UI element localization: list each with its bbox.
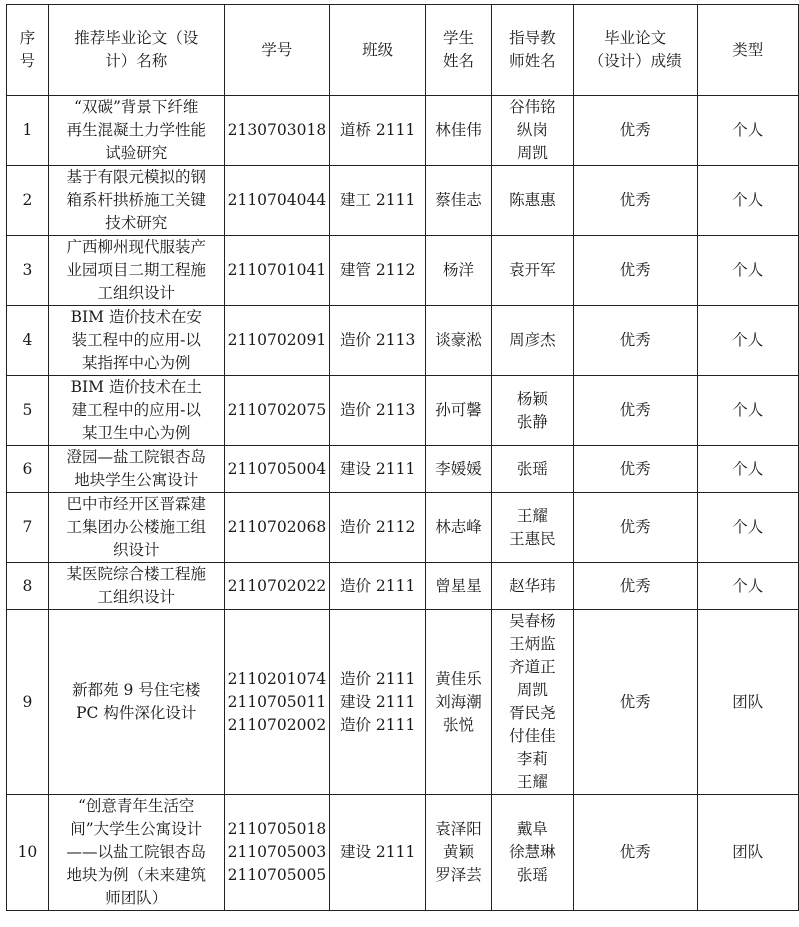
- cell-line: 林佳伟: [435, 121, 482, 139]
- cell-grade: 优秀: [573, 493, 697, 563]
- cell-line: 建工程中的应用-以: [71, 401, 201, 419]
- cell-line: 张悦: [443, 715, 475, 734]
- cell-line: 计）名称: [105, 52, 168, 70]
- cell-line: 技术研究: [105, 214, 168, 232]
- cell-line: 织设计: [112, 541, 160, 559]
- cell-line: 间”大学生公寓设计: [70, 820, 203, 838]
- cell-seq: 10: [7, 795, 49, 911]
- cell-title: [48, 493, 224, 563]
- cell-student-name: [426, 446, 492, 493]
- header-type: [697, 5, 798, 96]
- cell-line: 广西柳州现代服装产: [66, 238, 206, 256]
- table-row: [7, 236, 799, 306]
- cell-line: 某医院综合楼工程施: [66, 565, 206, 583]
- cell-line: 地块为例（未来建筑: [66, 866, 206, 884]
- cell-grade: 优秀: [573, 795, 697, 911]
- cell-type: 个人: [697, 96, 798, 166]
- cell-advisor: [491, 563, 573, 610]
- cell-title: [48, 306, 224, 376]
- header-class: [330, 5, 426, 96]
- cell-line: 建设 2111: [339, 843, 416, 861]
- cell-line: 戴阜: [516, 820, 548, 838]
- cell-line: ——以盐工院银杏岛: [66, 843, 206, 861]
- cell-line: 建设 2111: [339, 692, 416, 711]
- cell-line: （设计）成绩: [588, 52, 682, 70]
- table-row: [7, 166, 799, 236]
- header-student-name: [426, 5, 492, 96]
- cell-student-name: [426, 493, 492, 563]
- cell-advisor: [491, 376, 573, 446]
- cell-seq: 1: [7, 96, 49, 166]
- cell-grade: 优秀: [573, 306, 697, 376]
- table-row: [7, 446, 799, 493]
- cell-class: [330, 236, 426, 306]
- cell-advisor: [491, 610, 573, 795]
- cell-type: 个人: [697, 236, 798, 306]
- cell-title: [48, 236, 224, 306]
- cell-line: 工集团办公楼施工组: [66, 518, 206, 536]
- cell-seq: 9: [7, 610, 49, 795]
- cell-line: 2110704044: [227, 191, 327, 209]
- cell-student-id: [224, 795, 330, 911]
- cell-seq: 7: [7, 493, 49, 563]
- cell-title: [48, 795, 224, 911]
- cell-seq: 4: [7, 306, 49, 376]
- cell-class: [330, 610, 426, 795]
- cell-advisor: [491, 446, 573, 493]
- table-row: [7, 563, 799, 610]
- cell-line: 王耀: [516, 773, 548, 791]
- header-student-id: [224, 5, 330, 96]
- cell-line: 造价 2113: [339, 401, 416, 419]
- cell-grade: 优秀: [573, 563, 697, 610]
- cell-line: PC 构件深化设计: [76, 704, 197, 722]
- cell-line: 胥民尧: [509, 704, 556, 722]
- cell-line: 工组织设计: [97, 284, 175, 302]
- cell-class: [330, 493, 426, 563]
- cell-line: 基于有限元模拟的钢: [66, 168, 206, 186]
- cell-class: [330, 795, 426, 911]
- cell-type: 个人: [697, 563, 798, 610]
- cell-line: 王惠民: [509, 529, 556, 548]
- cell-seq: 5: [7, 376, 49, 446]
- cell-line: 造价 2111: [339, 576, 416, 595]
- table-row: [7, 610, 799, 795]
- cell-advisor: [491, 493, 573, 563]
- cell-line: 王耀: [516, 506, 548, 525]
- table-row: [7, 96, 799, 166]
- cell-type: 个人: [697, 306, 798, 376]
- cell-line: 周凯: [516, 681, 548, 699]
- cell-class: [330, 306, 426, 376]
- cell-line: 陈惠惠: [509, 191, 556, 209]
- header-row: [7, 5, 799, 96]
- cell-student-name: [426, 96, 492, 166]
- cell-advisor: [491, 236, 573, 306]
- cell-line: 周凯: [516, 144, 548, 162]
- cell-seq: 6: [7, 446, 49, 493]
- cell-line: 装工程中的应用-以: [71, 331, 201, 349]
- cell-title: [48, 563, 224, 610]
- header-seq: [7, 5, 49, 96]
- cell-line: 业园项目二期工程施: [66, 261, 206, 279]
- cell-line: 道桥 2111: [339, 121, 416, 139]
- cell-line: 造价 2113: [339, 331, 416, 349]
- cell-line: 2110705005: [227, 866, 327, 884]
- cell-line: 2110702002: [227, 715, 327, 734]
- cell-line: 孙可馨: [435, 401, 482, 419]
- cell-student-id: [224, 166, 330, 236]
- cell-line: 张瑶: [516, 459, 548, 478]
- cell-type: 个人: [697, 166, 798, 236]
- cell-title: [48, 376, 224, 446]
- cell-class: [330, 96, 426, 166]
- cell-class: [330, 166, 426, 236]
- cell-class: [330, 563, 426, 610]
- cell-line: 再生混凝土力学性能: [66, 121, 206, 139]
- cell-type: 团队: [697, 610, 798, 795]
- cell-line: 罗泽芸: [435, 866, 482, 884]
- cell-line: 新都苑 9 号住宅楼: [72, 681, 201, 699]
- cell-line: 2110701041: [227, 261, 327, 279]
- cell-line: 2110702075: [227, 401, 327, 419]
- cell-line: 张瑶: [516, 866, 548, 884]
- cell-line: “双碳”背景下纤维: [74, 98, 199, 116]
- cell-seq: 8: [7, 563, 49, 610]
- cell-line: 2110705011: [227, 692, 327, 711]
- cell-line: 徐慧琳: [509, 843, 556, 861]
- header-title: [48, 5, 224, 96]
- table-row: [7, 795, 799, 911]
- cell-line: 杨洋: [443, 261, 475, 279]
- table-row: [7, 376, 799, 446]
- cell-grade: 优秀: [573, 236, 697, 306]
- cell-line: 序: [19, 29, 36, 47]
- cell-line: 蔡佳志: [435, 191, 482, 209]
- table-row: [7, 493, 799, 563]
- table-row: [7, 306, 799, 376]
- cell-line: 建设 2111: [339, 459, 416, 478]
- cell-student-name: [426, 563, 492, 610]
- cell-line: 2110702091: [227, 331, 327, 349]
- cell-line: 李媛媛: [435, 459, 482, 478]
- cell-student-id: [224, 306, 330, 376]
- cell-seq: 2: [7, 166, 49, 236]
- cell-line: 赵华玮: [509, 576, 556, 595]
- cell-line: 付佳佳: [509, 727, 556, 745]
- cell-line: 指导教: [509, 29, 556, 47]
- cell-line: 某卫生中心为例: [81, 424, 191, 442]
- header-advisor: [491, 5, 573, 96]
- cell-student-name: [426, 306, 492, 376]
- cell-line: 箱系杆拱桥施工关键: [66, 191, 206, 209]
- cell-line: 刘海潮: [435, 692, 482, 711]
- cell-line: 2110201074: [227, 669, 327, 688]
- cell-grade: 优秀: [573, 96, 697, 166]
- cell-line: 谈豪淞: [435, 331, 482, 349]
- cell-grade: 优秀: [573, 610, 697, 795]
- cell-advisor: [491, 306, 573, 376]
- cell-student-id: [224, 236, 330, 306]
- cell-line: 2110702022: [227, 576, 327, 595]
- cell-line: 吴春杨: [509, 612, 556, 630]
- cell-student-name: [426, 166, 492, 236]
- cell-line: 姓名: [443, 52, 475, 70]
- cell-advisor: [491, 795, 573, 911]
- cell-line: 张静: [516, 412, 548, 431]
- cell-grade: 优秀: [573, 376, 697, 446]
- cell-line: 建管 2112: [339, 261, 416, 279]
- recommended-theses-table: [6, 4, 799, 911]
- cell-line: 澄园—盐工院银杏岛: [66, 448, 206, 466]
- cell-type: 个人: [697, 446, 798, 493]
- cell-advisor: [491, 166, 573, 236]
- cell-line: 纵岗: [516, 121, 548, 139]
- cell-line: 建工 2111: [339, 191, 416, 209]
- cell-line: 毕业论文: [604, 29, 667, 47]
- cell-grade: 优秀: [573, 166, 697, 236]
- cell-student-id: [224, 446, 330, 493]
- cell-line: 学号: [261, 40, 293, 59]
- cell-line: 推荐毕业论文（设: [74, 29, 199, 47]
- cell-line: 2130703018: [227, 121, 327, 139]
- header-grade: [573, 5, 697, 96]
- cell-line: 黄佳乐: [435, 669, 482, 688]
- cell-type: 个人: [697, 376, 798, 446]
- cell-advisor: [491, 96, 573, 166]
- cell-line: 造价 2112: [339, 518, 416, 536]
- cell-line: 王炳监: [509, 635, 556, 653]
- cell-student-id: [224, 493, 330, 563]
- cell-class: [330, 446, 426, 493]
- cell-type: 个人: [697, 493, 798, 563]
- cell-line: 谷伟铭: [509, 98, 556, 116]
- cell-line: 工组织设计: [97, 588, 175, 606]
- cell-line: 试验研究: [105, 144, 168, 162]
- cell-student-id: [224, 610, 330, 795]
- cell-seq: 3: [7, 236, 49, 306]
- cell-student-id: [224, 96, 330, 166]
- cell-title: [48, 96, 224, 166]
- cell-title: [48, 446, 224, 493]
- cell-line: 类型: [732, 40, 764, 59]
- cell-line: 周彦杰: [509, 331, 556, 349]
- cell-line: “创意青年生活空: [78, 797, 195, 815]
- cell-line: 地块学生公寓设计: [74, 471, 199, 489]
- cell-student-name: [426, 795, 492, 911]
- cell-line: 造价 2111: [339, 669, 416, 688]
- cell-line: 袁开军: [509, 261, 556, 279]
- cell-line: 2110705004: [227, 459, 327, 478]
- cell-class: [330, 376, 426, 446]
- cell-line: BIM 造价技术在安: [70, 308, 202, 326]
- cell-student-id: [224, 376, 330, 446]
- cell-title: [48, 610, 224, 795]
- cell-line: 2110705018: [227, 820, 327, 838]
- cell-line: 学生: [443, 29, 475, 47]
- cell-line: 师团队）: [105, 889, 168, 907]
- cell-line: 曾星星: [435, 576, 482, 595]
- cell-line: 齐道正: [509, 658, 556, 676]
- cell-line: 2110702068: [227, 518, 327, 536]
- cell-line: 造价 2111: [339, 715, 416, 734]
- cell-line: 巴中市经开区晋霖建: [66, 495, 206, 513]
- cell-title: [48, 166, 224, 236]
- cell-line: 2110705003: [227, 843, 327, 861]
- cell-student-name: [426, 236, 492, 306]
- cell-line: 班级: [362, 40, 394, 59]
- cell-line: 某指挥中心为例: [81, 354, 191, 372]
- cell-line: 林志峰: [435, 518, 482, 536]
- cell-line: 李莉: [516, 750, 548, 768]
- cell-student-id: [224, 563, 330, 610]
- cell-type: 团队: [697, 795, 798, 911]
- cell-line: 师姓名: [509, 52, 556, 70]
- cell-student-name: [426, 610, 492, 795]
- cell-grade: 优秀: [573, 446, 697, 493]
- cell-line: 杨颖: [516, 389, 548, 408]
- cell-student-name: [426, 376, 492, 446]
- cell-line: BIM 造价技术在土: [70, 378, 202, 396]
- cell-line: 号: [19, 52, 36, 70]
- cell-line: 袁泽阳: [435, 820, 482, 838]
- cell-line: 黄颖: [443, 843, 475, 861]
